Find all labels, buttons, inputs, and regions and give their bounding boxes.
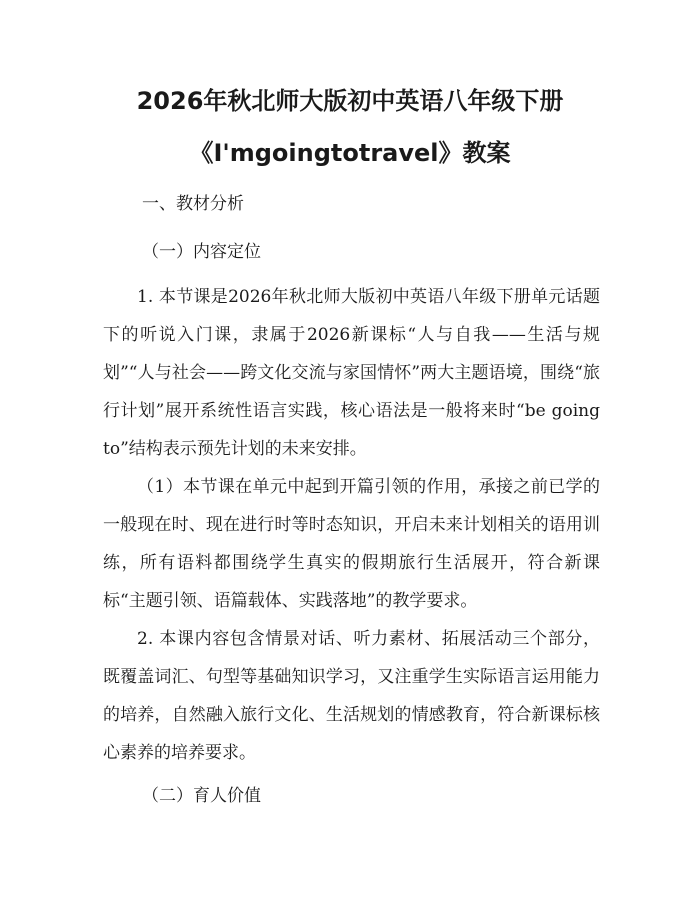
- section-heading-textbook-analysis: 一、教材分析: [142, 194, 244, 214]
- paragraph-content-structure: 2. 本课内容包含情景对话、听力素材、拓展活动三个部分，既覆盖词汇、句型等基础知识学习，又注重学生实际语言运用能力的培养，自然融入旅行文化、生活规划的情感教育，符合新课标核心素养的培养要求。: [103, 629, 600, 763]
- subsection-heading-educational-value: （二）育人价值: [142, 786, 261, 806]
- paragraph-unit-role: （1）本节课在单元中起到开篇引领的作用，承接之前已学的一般现在时、现在进行时等时态知识，开启未来计划相关的语用训练，所有语料都围绕学生真实的假期旅行生活展开，符合新课标“主题引领、语篇载体、实践落地”的教学要求。: [103, 477, 600, 611]
- document-title-line-1: 2026年秋北师大版初中英语八年级下册: [136, 87, 564, 115]
- paragraph-course-overview: 1. 本节课是2026年秋北师大版初中英语八年级下册单元话题下的听说入门课，隶属于2026新课标“人与自我——生活与规划”“人与社会——跨文化交流与家国情怀”两大主题语境，围绕“旅行计划”展开系统性语言实践，核心语法是一般将来时“be going to”结构表示预先计划的未来安排。: [103, 287, 600, 459]
- document-title-line-2: 《I'mgoingtotravel》教案: [189, 139, 511, 167]
- subsection-heading-content-positioning: （一）内容定位: [142, 242, 261, 262]
